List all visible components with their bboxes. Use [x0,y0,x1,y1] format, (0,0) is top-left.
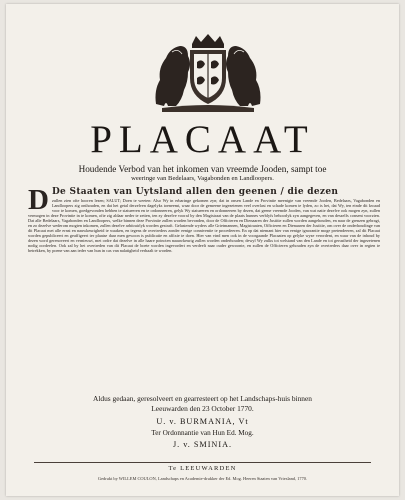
document-title: PLACAAT [90,118,315,161]
body-text-block [28,187,380,394]
printer-imprint: Gedrukt by WILLEM COULON, Landschaps en Academie-drukker der Ed. Mog. Heeren Staaten van Vriesland, 1770. [97,476,308,481]
subtitle-line-2: weeringe van Bedelaars, Vagabonden en Landloopers. [131,175,274,182]
coat-of-arms-lions-icon [152,34,264,114]
place-of-printing: Te LEEUWARDEN [168,465,237,472]
signature-sminia: J. v. SMINIA. [172,440,233,449]
closing-statement [6,394,399,414]
drop-cap: D [28,187,49,216]
body-heading: De Staaten van Uytsland allen den geenen / die dezen [51,187,339,197]
body-paragraph: zullen zien ofte hooren lezen; SALUT; Doen te weeten: Also Wy in erbaringe gekomen zyn; dat in onsen Lande en Provintie meenigte van vreemde Jooden, Bedelaars, Vagabonden en Landloopers zig onthouden, en dat het getal derzelven dagelyks toeneemt, waar door de gemeene ingezetenen veel overlast en schade komen te lyden, zo is het, dat Wy, ten einde dit kwaad voor te komen, goedgevonden hebben te statueeren en te ordonneeren, gelyk Wy statueeren en ordonneeren by dezen, dat geene vreemde Jooden, van wat natie dezelve ook mogen zyn, zullen vermogen in deze Provintie in te komen, ofte zig aldaar neder te zetten, ten zy dezelve vooraf by den Magistraat van de plaats hunnes verblyfs behoorlyk zyn aangegeven, en van deszelfs consent voorzien. Dat alle Bedelaars, Vagabonden en Landloopers, welke binnen deze Provintie zullen worden bevonden, door de Officieren en Dienaaren der Justitie zullen worden aangehouden, en naar de grenzen gebragt, en zo dezelve wederom mogten inkomen, zullen dezelve arbitrairlyk worden gestraft. Gelastende wyders alle Grietmannen, Magistraaten, Officieren en Dienaaren der Justitie, om over de onderhoudinge van dit Placaat met alle ernst en nauwkeurigheid te waaken, en tegens de overtreders zonder eenige conniventie te procedeeren. En op dat niemant hier van eenige ignorantie moge pretendeeren, zal dit Placaat worden gepubliceert en geaffigeert ter plaatse daar men gewoon is publicatie en affixie te doen. Hier van vind men ook in de voorgaande Placaaten op gelyke wyze verordent, en waar van de inhoud by dezen word gerenoveert en vernieuwt, met ordre dat dezelve in alle haare poincten naauwkeurig zullen worden onderhouden; dewyl Wy zulks tot welstand van den Lande en tot gerustheid der ingezetenen nodig oordeelen. Ook zal by het overtreden van dit Placaat de boete worden ingevordert en verdeelt naar ouder gewoonte, en zullen de Officieren gehouden zyn de overtreders daar over in regten te betrekken, by poene van aan ieder van hun in cas van nalatigheid verhaalt te worden. [28,198,380,253]
subtitle-line-1: Houdende Verbod van het inkomen van vreemde Jooden, sampt toe [78,164,327,174]
document-page [6,4,399,496]
closing-line-2: Leeuwarden den 23 October 1770. [151,404,254,413]
order-line: Ter Ordonnantie van Hun Ed. Mog. [151,429,254,437]
closing-line-1: Aldus gedaan, geresolveert en gearresteert op het Landschaps-huis binnen [93,394,312,403]
signature-burmania: U. v. BURMANIA, Vt [156,417,249,426]
divider-line [34,462,371,463]
